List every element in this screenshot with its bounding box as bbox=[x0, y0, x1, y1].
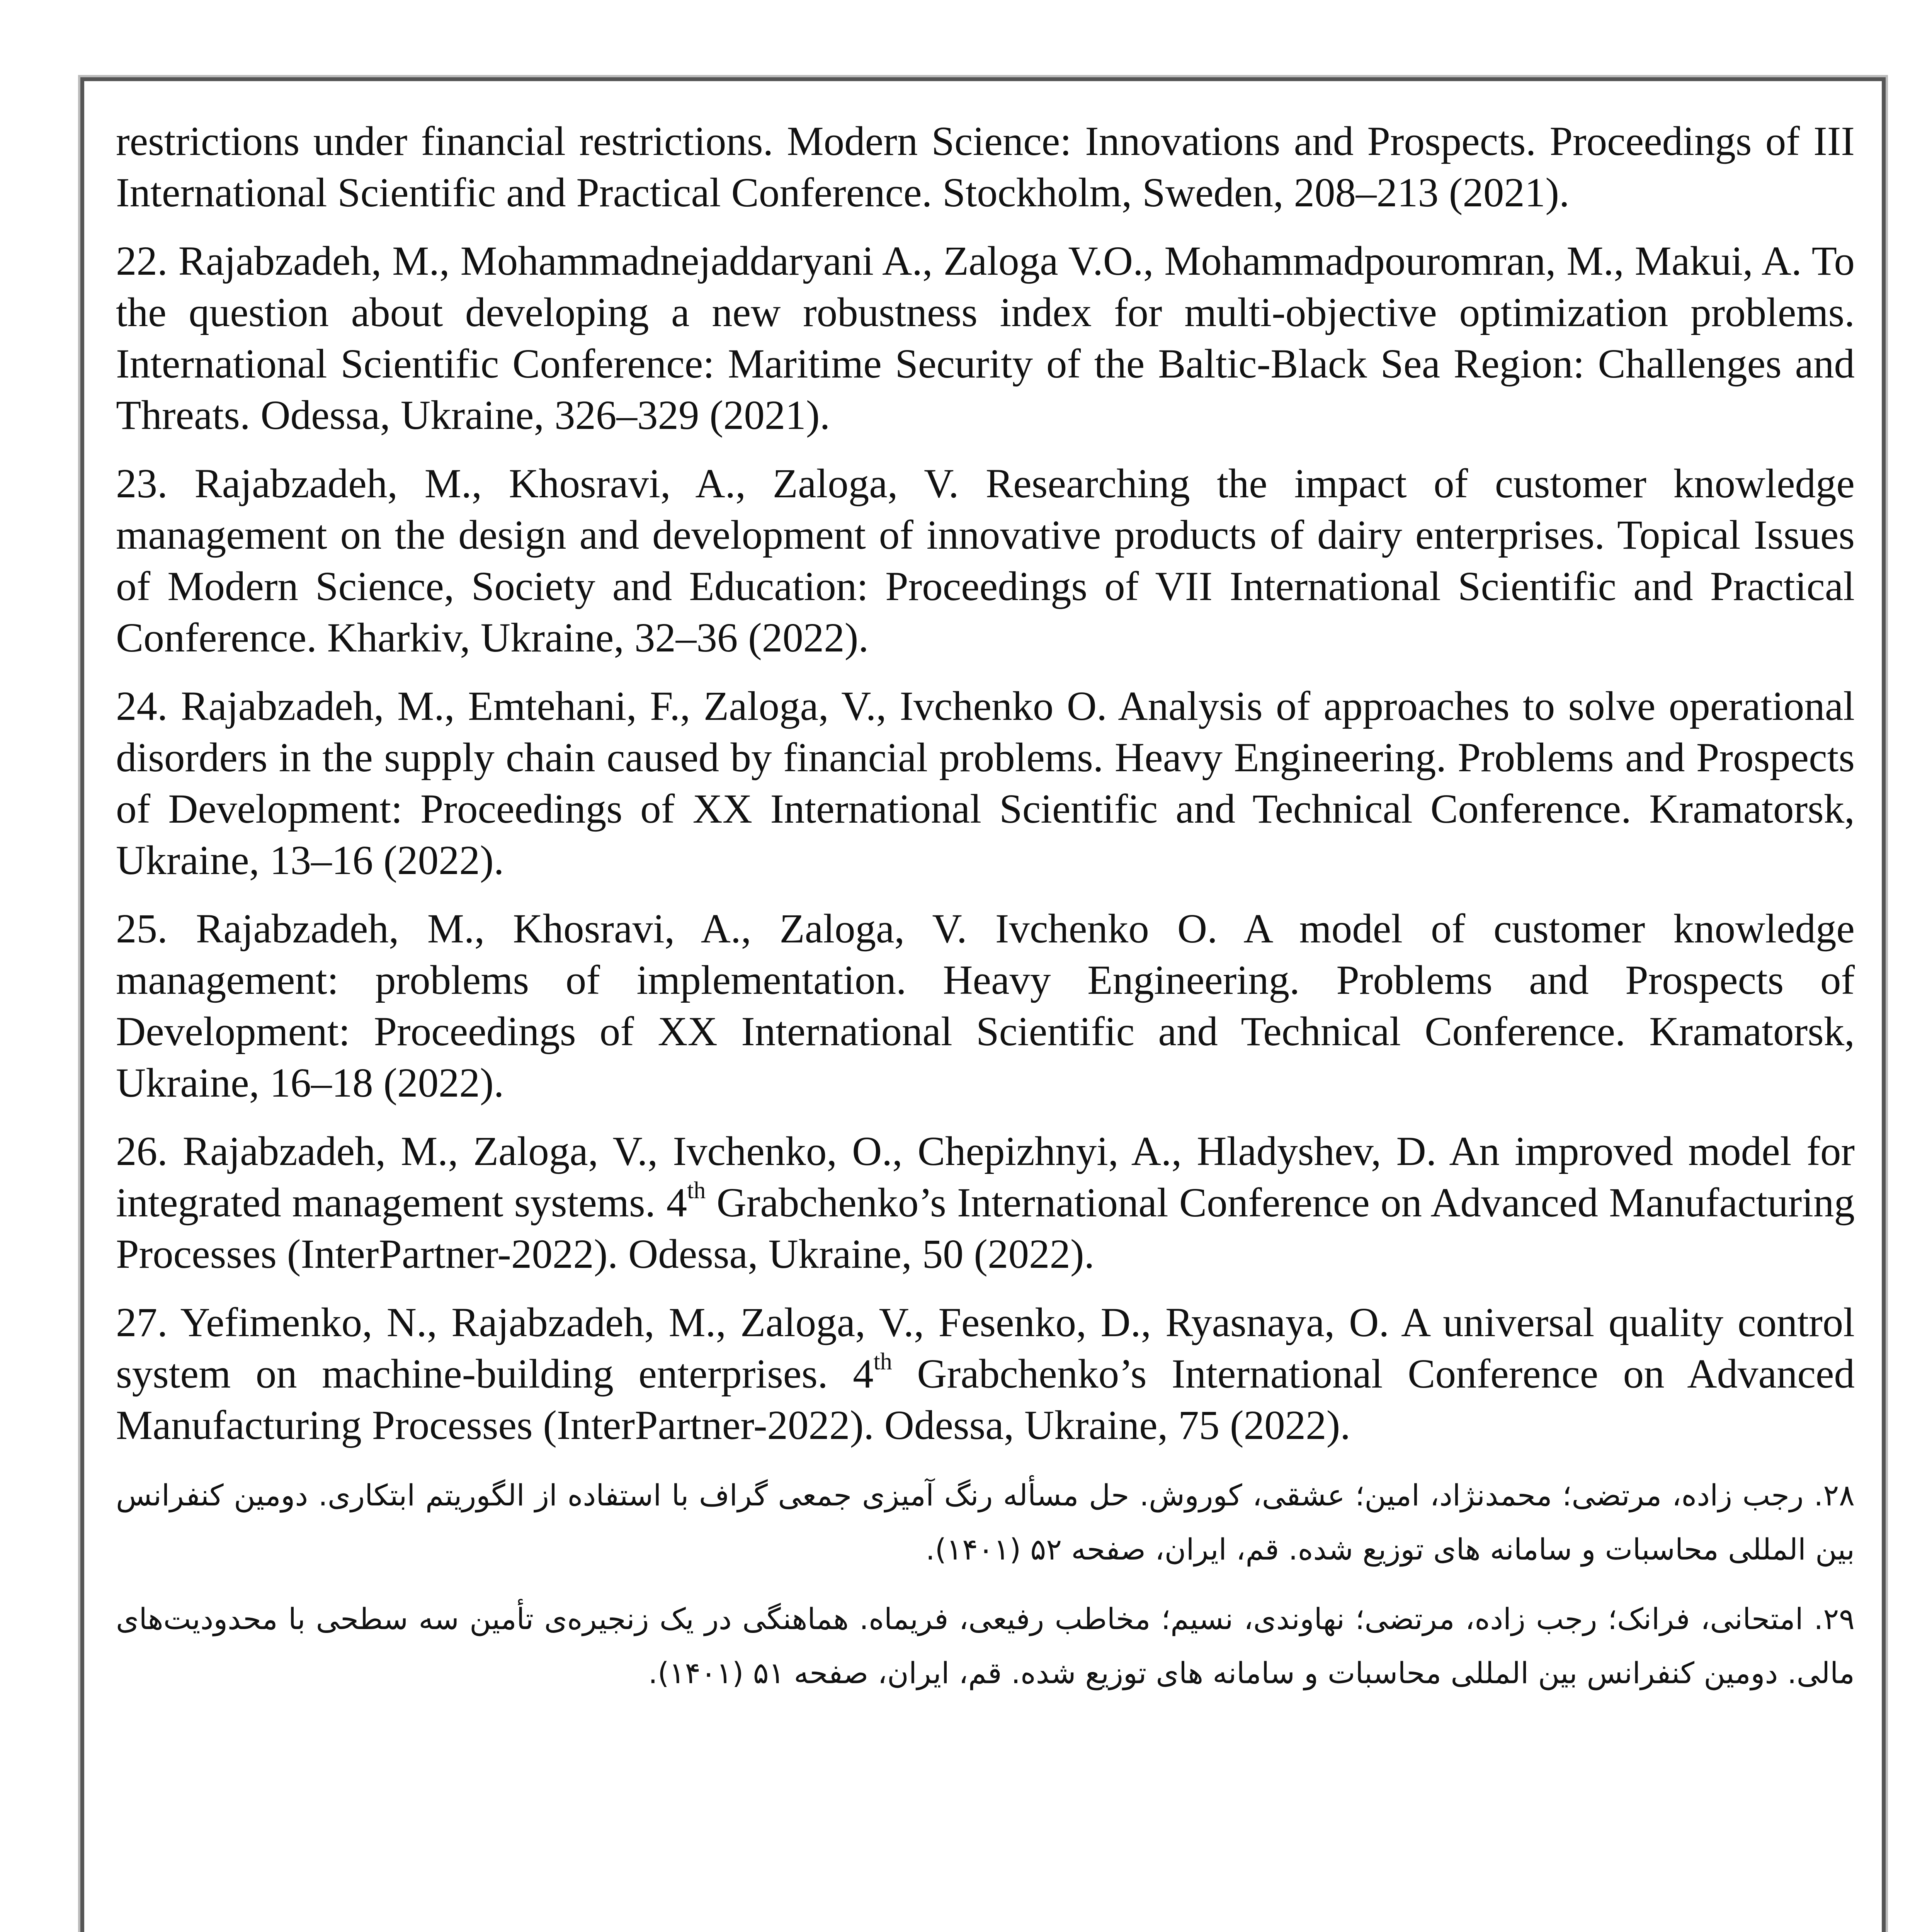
reference-26 bbox=[116, 1126, 1855, 1280]
ordinal-suffix: th bbox=[873, 1349, 892, 1375]
ordinal-suffix: th bbox=[687, 1177, 706, 1204]
reference-27-main: 27. Yefimenko, N., Rajabzadeh, M., Zaloga, V., Fesenko, D., Ryasnaya, O. A universal quality control system on machine-building enterprises. 4 bbox=[116, 1300, 1855, 1397]
reference-27 bbox=[116, 1297, 1855, 1451]
reference-26-main: 26. Rajabzadeh, M., Zaloga, V., Ivchenko, O., Chepizhnyi, A., Hladyshev, D. An improved model for integrated management systems. 4 bbox=[116, 1129, 1855, 1226]
reference-list bbox=[116, 116, 1855, 1712]
reference-25: 25. Rajabzadeh, M., Khosravi, A., Zaloga, V. Ivchenko O. A model of customer knowledge management: problems of implementation. Heavy Engineering. Problems and Prospects of Development: Proceedings of XX International Scientific and Technical Conference. Kramatorsk, Ukraine, 16–18 (2022). bbox=[116, 906, 1855, 1106]
reference-22: 22. Rajabzadeh, M., Mohammadnejaddaryani A., Zaloga V.O., Mohammadpouromran, M., Makui, A. To the question about developing a new robustness index for multi-objective optimization problems. International Scientific Conference: Maritime Security of the Baltic-Black Sea Region: Challenges and Threats. Odessa, Ukraine, 326–329 (2021). bbox=[116, 238, 1855, 438]
reference-21-continued: restrictions under financial restrictions. Modern Science: Innovations and Prospects. Proceedings of III International Scientific and Practical Conference. Stockholm, Sweden, 208–213 (2021). bbox=[116, 119, 1855, 216]
reference-26-rest: Grabchenko’s International Conference on Advanced Manufacturing Processes (InterPartner-2022). Odessa, Ukraine, 50 (2022). bbox=[116, 1180, 1855, 1277]
reference-24: 24. Rajabzadeh, M., Emtehani, F., Zaloga, V., Ivchenko O. Analysis of approaches to solve operational disorders in the supply chain caused by financial problems. Heavy Engineering. Problems and Prospects of Development: Proceedings of XX International Scientific and Technical Conference. Kramatorsk, Ukraine, 13–16 (2022). bbox=[116, 684, 1855, 883]
reference-28-persian: ۲۸. رجب زاده، مرتضی؛ محمدنژاد، امین؛ عشقی، کوروش. حل مسأله رنگ آمیزی جمعی گراف با استفاده از الگوریتم ابتکاری. دومین کنفرانس بین المللی محاسبات و سامانه های توزیع شده. قم، ایران، صفحه ۵۲ (۱۴۰۱). bbox=[116, 1478, 1855, 1566]
reference-27-rest: Grabchenko’s International Conference on Advanced Manufacturing Processes (InterPartner-2022). Odessa, Ukraine, 75 (2022). bbox=[116, 1351, 1855, 1448]
reference-29-persian: ۲۹. امتحانی، فرانک؛ رجب زاده، مرتضی؛ نهاوندی، نسیم؛ مخاطب رفیعی، فریماه. هماهنگی در یک زنجیره‌ی تأمین سه سطحی با محدودیت‌های مالی. دومین کنفرانس بین المللی محاسبات و سامانه های توزیع شده. قم، ایران، صفحه ۵۱ (۱۴۰۱). bbox=[116, 1602, 1855, 1690]
reference-23: 23. Rajabzadeh, M., Khosravi, A., Zaloga, V. Researching the impact of customer knowledge management on the design and development of innovative products of dairy enterprises. Topical Issues of Modern Science, Society and Education: Proceedings of VII International Scientific and Practical Conference. Kharkiv, Ukraine, 32–36 (2022). bbox=[116, 461, 1855, 661]
